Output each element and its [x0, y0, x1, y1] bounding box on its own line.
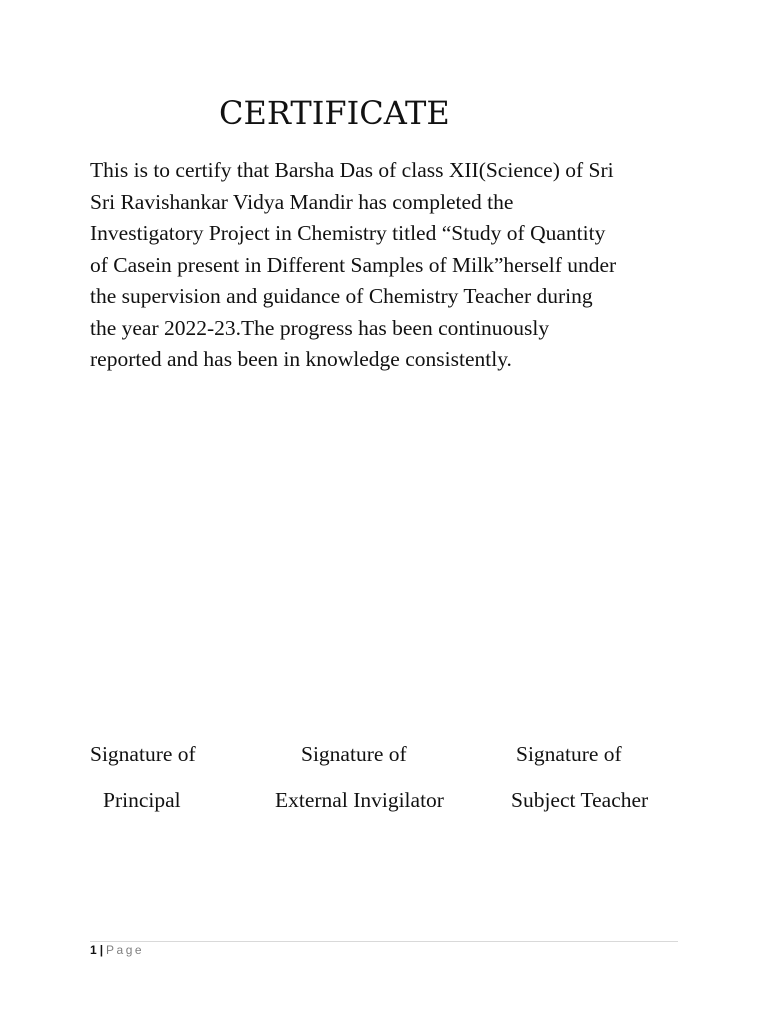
principal-role: Principal [103, 788, 181, 812]
page-number: 1 [90, 943, 97, 957]
footer-divider [90, 941, 678, 942]
principal-signature-label: Signature of [90, 742, 196, 766]
certificate-body-text: This is to certify that Barsha Das of class XII(Science) of Sri Sri Ravishankar Vidya Mandir has completed the Investigatory Project in Chemistry titled “Study of Quantity of Casein present in Different Samples of Milk”herself under the supervision and guidance of Chemistry Teacher during the year 2022-23.The progress has been continuously reported and has been in knowledge consistently. [90, 158, 617, 371]
subject-teacher-signature-label: Signature of [516, 742, 622, 766]
page-word: Page [106, 943, 145, 957]
subject-teacher-role: Subject Teacher [511, 788, 649, 812]
external-invigilator-signature-label: Signature of [301, 742, 407, 766]
external-invigilator-role: External Invigilator [275, 788, 444, 812]
page-footer [90, 943, 144, 957]
footer-separator: | [99, 943, 104, 957]
certificate-title: CERTIFICATE [219, 94, 450, 132]
